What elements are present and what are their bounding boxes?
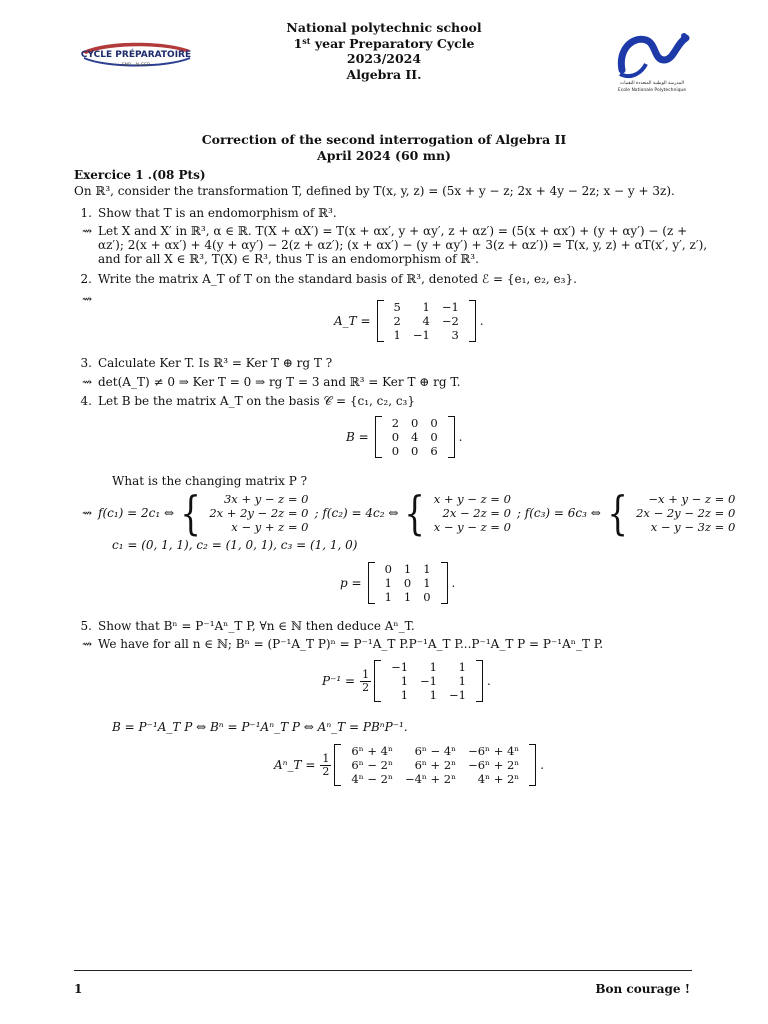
page-number: 1: [74, 982, 83, 996]
matrix-B-cell: 0: [430, 416, 438, 430]
matrix-Pinv-cell: −1: [449, 688, 466, 702]
matrix-P-cell: 1: [403, 562, 412, 576]
matrix-P: p = 0 1 1 1 0 1 1 1 0 .: [340, 562, 456, 604]
question-3: 3. Calculate Ker T. Is ℝ³ = Ker T ⊕ rg T ?: [80, 356, 333, 370]
matrix-Pinv-cell: 1: [458, 674, 466, 688]
svg-text:ENP · ALGER: ENP · ALGER: [121, 63, 151, 68]
matrix-AT-cell: 2: [393, 314, 401, 328]
question-1: 1. Show that T is an endomorphism of ℝ³.: [80, 206, 337, 220]
matrix-ATn-cell: 4ⁿ − 2ⁿ: [351, 772, 393, 786]
matrix-AT-cell: 3: [451, 328, 459, 342]
matrix-AT-table: [388, 300, 465, 342]
matrix-B-cell: 2: [391, 416, 400, 430]
matrix-AT-cell: 5: [393, 300, 401, 314]
matrix-AT-cell: −1: [412, 328, 430, 342]
matrix-B-label: B =: [346, 429, 369, 444]
matrix-Pinv-cell: −1: [391, 660, 409, 674]
matrix-Pinv-cell: 1: [400, 688, 409, 702]
matrix-AT-cell: −2: [441, 314, 459, 328]
matrix-B-cell: 6: [430, 444, 438, 458]
matrix-AT-label: A_T =: [334, 313, 371, 328]
title-line-1: Correction of the second interrogation of Algebra II: [201, 132, 567, 147]
matrix-P-cell: 0: [403, 576, 412, 590]
matrix-B-cell: 0: [391, 430, 400, 444]
matrix-AT-row: [388, 300, 465, 314]
matrix-Pinv-cell: 1: [458, 660, 466, 674]
matrix-AT-cell: 1: [422, 300, 430, 314]
question-2: 2. Write the matrix A_T of T on the standard basis of ℝ³, denoted ℰ = {e₁, e₂, e₃}.: [80, 272, 577, 286]
system-3: { −x + y − z = 0 2x − 2y − 2z = 0 x − y − 3z = 0: [607, 486, 736, 540]
matrix-ATn-cell: 6ⁿ − 4ⁿ: [414, 744, 457, 758]
sys2-equation: 2x − 2z = 0: [442, 506, 511, 520]
matrix-Pinv-cell: 1: [400, 674, 409, 688]
exercise-heading: Exercice 1 .(08 Pts): [74, 168, 206, 182]
matrix-B-cell: 4: [411, 430, 419, 444]
matrix-P-label: p =: [340, 575, 362, 590]
enp-logo: [612, 30, 692, 94]
matrix-B-cell: 0: [391, 444, 400, 458]
closing-message: Bon courage !: [595, 982, 690, 996]
matrix-AT-cell: 4: [422, 314, 430, 328]
title-line-2: April 2024 (60 mn): [317, 148, 451, 163]
eigenvectors: c₁ = (0, 1, 1), c₂ = (1, 0, 1), c₃ = (1, 1, 0): [112, 538, 358, 552]
matrix-P-row: [379, 590, 437, 604]
svg-text:CYCLE PRÉPARATOIRE: CYCLE PRÉPARATOIRE: [80, 50, 192, 60]
answer-2-arrow: ⇝: [81, 292, 92, 306]
matrix-P-row: [379, 562, 437, 576]
matrix-ATn-table: [345, 744, 525, 786]
matrix-P-cell: 1: [403, 590, 412, 604]
matrix-P-cell: 1: [384, 590, 392, 604]
answer-5: ⇝ We have for all n ∈ ℕ; Bⁿ = (P⁻¹A_T P)ⁿ = P⁻¹A_T P.P⁻¹A_T P...P⁻¹A_T P = P⁻¹Aⁿ_T P.: [81, 637, 604, 651]
sys2-equation: x − y − z = 0: [433, 520, 511, 534]
matrix-ATn-cell: −6ⁿ + 2ⁿ: [468, 758, 520, 772]
matrix-Pinv-row: [385, 660, 472, 674]
sys3-label: ; f(c₃) = 6c₃ ⇔: [516, 505, 601, 520]
matrix-AT-cell: −1: [441, 300, 459, 314]
matrix-Pinv-cell: 1: [429, 660, 437, 674]
matrix-Pinv-row: [385, 688, 472, 702]
matrix-AT-row: [388, 314, 465, 328]
matrix-P-row: [379, 576, 437, 590]
matrix-ATn-cell: 6ⁿ + 4ⁿ: [351, 744, 393, 758]
sys1-equation: x − y + z = 0: [231, 520, 309, 534]
sys3-equation: −x + y − z = 0: [648, 492, 736, 506]
matrix-B-table: [386, 416, 444, 458]
matrix-ATn-label: Aⁿ_T =: [274, 757, 316, 772]
matrix-Pinv-row: [385, 674, 472, 688]
similarity-chain: B = P⁻¹A_T P ⇔ Bⁿ = P⁻¹Aⁿ_T P ⇔ Aⁿ_T = PBⁿP⁻¹.: [112, 720, 408, 734]
course-name: Algebra II.: [346, 66, 422, 82]
sys1-equation: 3x + y − z = 0: [223, 492, 309, 506]
matrix-B: B = 2 0 0 0 4 0 0 0 6 .: [346, 416, 463, 458]
half-fraction: $\frac{1}{2}$: [362, 667, 370, 694]
system-2: { x + y − z = 0 2x − 2z = 0 x − y − z = 0: [404, 486, 511, 540]
matrix-P-cell: 1: [423, 562, 431, 576]
matrix-B-cell: 0: [411, 416, 419, 430]
cycle-name: 1st year Preparatory Cycle: [293, 35, 475, 51]
question-4b: What is the changing matrix P ?: [112, 474, 308, 488]
matrix-ATn-cell: −6ⁿ + 4ⁿ: [468, 744, 520, 758]
school-name: National polytechnic school: [286, 20, 482, 35]
matrix-ATn-cell: −4ⁿ + 2ⁿ: [404, 772, 457, 786]
matrix-ATn-row: [345, 772, 525, 786]
matrix-P-cell: 1: [384, 576, 392, 590]
matrix-ATn-row: [345, 744, 525, 758]
question-4: 4. Let B be the matrix A_T on the basis 𝒞 = {c₁, c₂, c₃}: [80, 394, 415, 408]
svg-text:المدرسة الوطنية المتعددة التقن: المدرسة الوطنية المتعددة التقنيات: [620, 81, 684, 86]
matrix-B-row: [386, 416, 444, 430]
matrix-ATn-cell: 6ⁿ + 2ⁿ: [414, 758, 457, 772]
sys1-label: f(c₁) = 2c₁ ⇔: [98, 505, 175, 520]
question-5: 5. Show that Bⁿ = P⁻¹Aⁿ_T P, ∀n ∈ ℕ then deduce Aⁿ_T.: [80, 619, 415, 633]
matrix-P-cell: 0: [423, 590, 431, 604]
answer-3: ⇝ det(A_T) ≠ 0 ⇒ Ker T = 0 ⇒ rg T = 3 and ℝ³ = Ker T ⊕ rg T.: [81, 375, 461, 389]
matrix-B-row: [386, 444, 444, 458]
academic-year: 2023/2024: [346, 51, 422, 66]
footer-rule: [74, 970, 692, 971]
matrix-B-cell: 0: [411, 444, 419, 458]
answer-1-line-2: αz′); 2(x + αx′) + 4(y + αy′) − 2(z + αz′); (x + αx′) − (y + αy′) + 3(z + αz′)) = T(x, y, z) + αT(x′, y′, z′),: [98, 238, 708, 252]
matrix-ATn-cell: 6ⁿ − 2ⁿ: [351, 758, 393, 772]
matrix-ATn-cell: 4ⁿ + 2ⁿ: [477, 772, 520, 786]
document-title: [0, 132, 768, 164]
matrix-B-row: [386, 430, 444, 444]
matrix-P-cell: 0: [384, 562, 392, 576]
matrix-Pinv-cell: −1: [420, 674, 437, 688]
system-1: { 3x + y − z = 0 2x + 2y − 2z = 0 x − y + z = 0: [180, 486, 309, 540]
matrix-Pinv-cell: 1: [429, 688, 437, 702]
matrix-Pinv: P⁻¹ = $\frac{1}{2}$ −1 1 1 1 −1 1 1 1 −1 .: [322, 660, 491, 702]
matrix-AT-row: [388, 328, 465, 342]
matrix-P-cell: 1: [423, 576, 431, 590]
sys3-equation: 2x − 2y − 2z = 0: [636, 506, 736, 520]
matrix-AT-cell: 1: [393, 328, 401, 342]
answer-1-line-3: and for all X ∈ ℝ³, T(X) ∈ R³, thus T is an endomorphism of ℝ³.: [98, 252, 479, 266]
matrix-Pinv-table: [385, 660, 472, 702]
matrix-ATn-row: [345, 758, 525, 772]
half-fraction-2: $\frac{1}{2}$: [322, 751, 330, 778]
matrix-Pinv-label: P⁻¹ =: [322, 673, 356, 688]
eigen-systems: ⇝ f(c₁) = 2c₁ ⇔ { 3x + y − z = 0 2x + 2y − 2z = 0 x − y + z = 0 ; f(c₂) = 4c₂ ⇔ { x + y − z = 0 2x − 2z = 0 x − y − z = 0 ; f(c₃) = 6c₃ ⇔ { −x + y − z = 0 2x − 2y − 2z = 0 x − y − 3z = 0: [81, 486, 736, 540]
sys2-equation: x + y − z = 0: [433, 492, 511, 506]
matrix-ATn: Aⁿ_T = $\frac{1}{2}$ 6ⁿ + 4ⁿ 6ⁿ − 4ⁿ −6ⁿ + 4ⁿ 6ⁿ − 2ⁿ 6ⁿ + 2ⁿ −6ⁿ + 2ⁿ 4ⁿ − 2ⁿ −4ⁿ + 2ⁿ 4ⁿ + 2ⁿ .: [274, 744, 545, 786]
svg-text:Ecole Nationale Polytechnique: Ecole Nationale Polytechnique: [617, 88, 687, 93]
exercise-intro: On ℝ³, consider the transformation T, defined by T(x, y, z) = (5x + y − z; 2x + 4y − 2z; x − y + 3z).: [74, 184, 675, 198]
matrix-P-table: [379, 562, 437, 604]
sys3-equation: x − y − 3z = 0: [650, 520, 736, 534]
matrix-AT: A_T = 5 1 −1 2 4 −2 1 −1 3 .: [334, 300, 484, 342]
sys1-equation: 2x + 2y − 2z = 0: [209, 506, 309, 520]
answer-1-line-1: ⇝ Let X and X′ in ℝ³, α ∈ ℝ. T(X + αX′) = T(x + αx′, y + αy′, z + αz′) = (5(x + αx′) + (y + αy′) − (z +: [81, 224, 688, 238]
matrix-B-cell: 0: [430, 430, 438, 444]
sys2-label: ; f(c₂) = 4c₂ ⇔: [314, 505, 399, 520]
enp-logo-graphic: [612, 30, 692, 94]
